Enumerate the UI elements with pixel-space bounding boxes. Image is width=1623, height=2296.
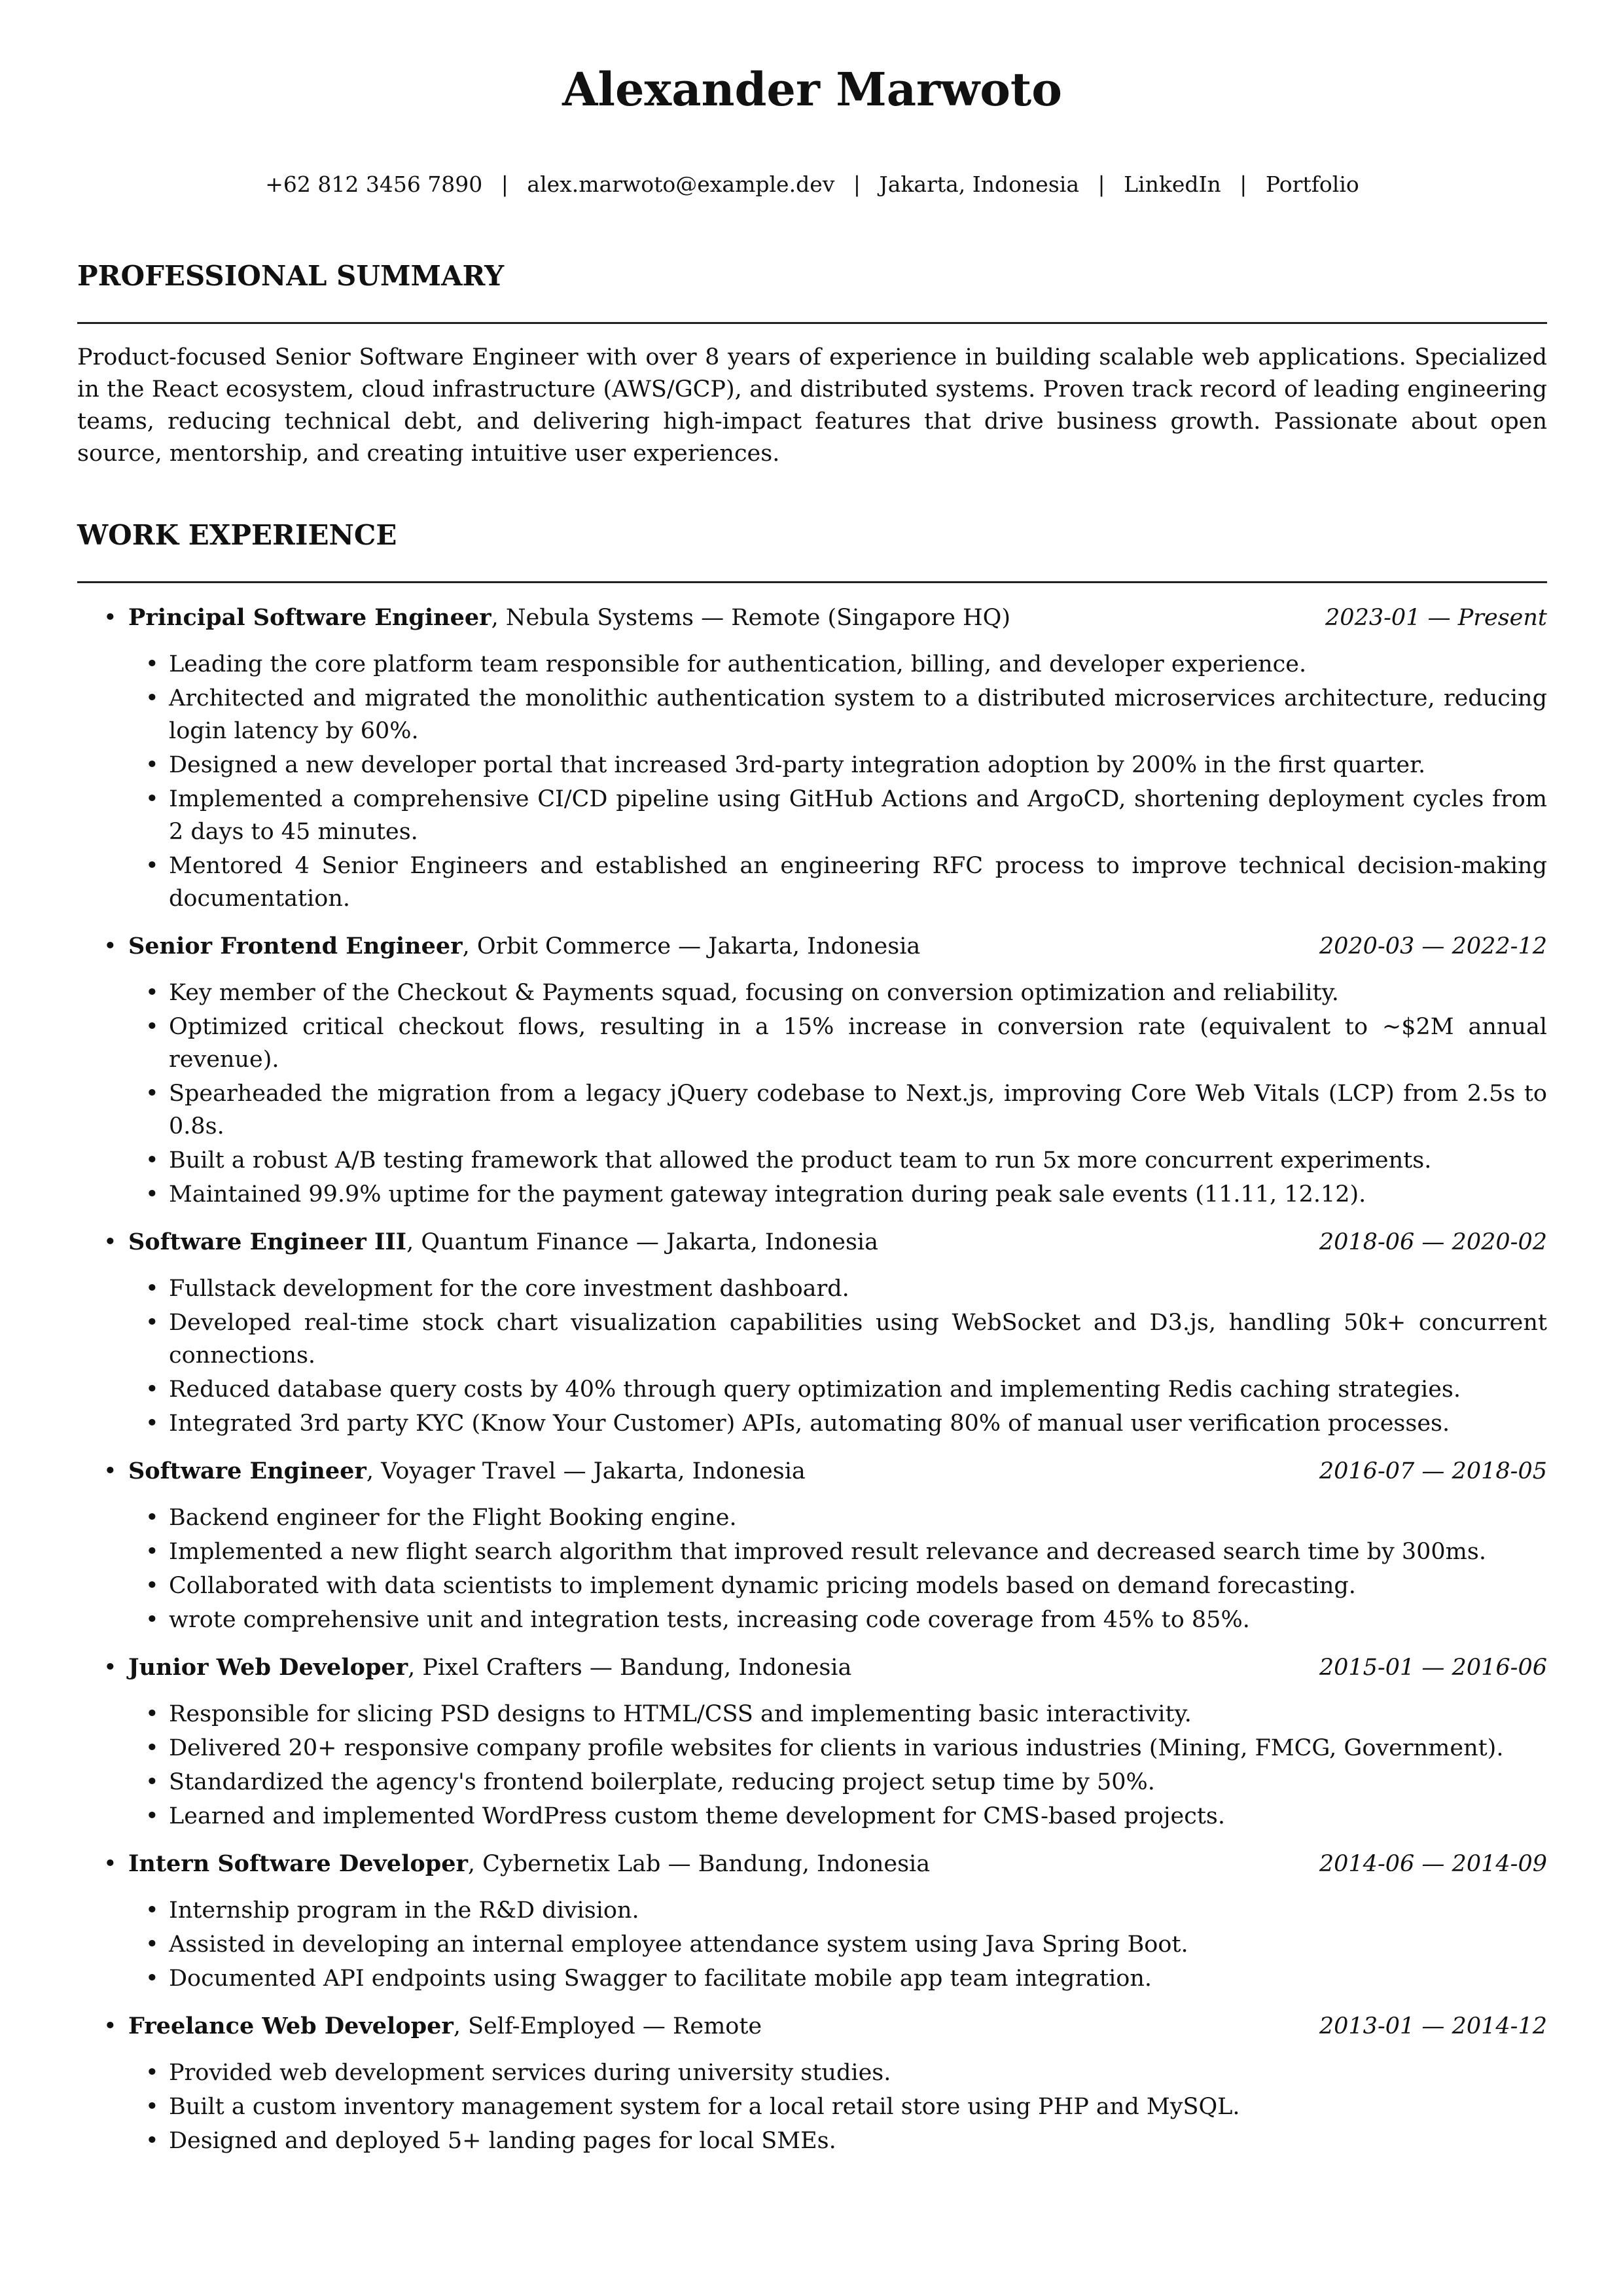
job-bullet: • Developed real-time stock chart visualization capabilities using WebSocket and D3.js, handling 50k+ concurrent connections. [169, 1306, 1547, 1372]
bullet-icon: • [103, 1458, 117, 1484]
job-bullet: • Standardized the agency's frontend boilerplate, reducing project setup time by 50%. [169, 1766, 1547, 1799]
job-bullet: • Fullstack development for the core investment dashboard. [169, 1272, 1547, 1305]
bullet-icon: • [103, 933, 117, 960]
experience-divider [77, 581, 1547, 583]
job-bullet-list [77, 1501, 1547, 1636]
job-bullet: • Internship program in the R&D division. [169, 1894, 1547, 1927]
job-header [77, 1847, 1547, 1881]
job-bullet: • Maintained 99.9% uptime for the payment gateway integration during peak sale events (11.11, 12.12). [169, 1178, 1547, 1211]
job-title: Principal Software Engineer [128, 604, 491, 631]
summary-heading: PROFESSIONAL SUMMARY [77, 260, 505, 292]
bullet-icon: • [103, 1229, 117, 1255]
job-title: Software Engineer [128, 1458, 366, 1484]
job-bullet: • Implemented a comprehensive CI/CD pipeline using GitHub Actions and ArgoCD, shortening deployment cycles from 2 days to 45 minutes. [169, 783, 1547, 848]
job-company: , Orbit Commerce — Jakarta, Indonesia [462, 933, 921, 960]
job-bullet: • wrote comprehensive unit and integration tests, increasing code coverage from 45% to 85%. [169, 1604, 1547, 1636]
contact-location: Jakarta, Indonesia [879, 171, 1079, 197]
linkedin-link[interactable]: LinkedIn [1124, 171, 1221, 197]
job-entry [77, 1651, 1547, 1833]
job-bullet: • Architected and migrated the monolithic authentication system to a distributed microservices architecture, reducing login latency by 60%. [169, 682, 1547, 747]
job-bullet: • Assisted in developing an internal employee attendance system using Java Spring Boot. [169, 1928, 1547, 1961]
job-header [77, 601, 1547, 635]
job-bullet: • Mentored 4 Senior Engineers and established an engineering RFC process to improve technical decision-making documentation. [169, 850, 1547, 915]
job-header [77, 929, 1547, 963]
job-bullet: • Integrated 3rd party KYC (Know Your Customer) APIs, automating 80% of manual user verification processes. [169, 1407, 1547, 1440]
job-bullet: • Designed and deployed 5+ landing pages for local SMEs. [169, 2125, 1547, 2157]
job-dates: 2023-01 — Present [1325, 605, 1547, 631]
job-bullet: • Leading the core platform team responsible for authentication, billing, and developer experience. [169, 648, 1547, 681]
contact-separator: | [1097, 171, 1105, 197]
contact-separator: | [501, 171, 508, 197]
job-header [77, 1225, 1547, 1259]
contact-separator: | [853, 171, 861, 197]
summary-text: Product-focused Senior Software Engineer with over 8 years of experience in building scalable web applications. Specialized in the React ecosystem, cloud infrastructure (AWS/GCP), and distributed systems. Proven track record of leading engineering teams, reducing technical debt, and delivering high-impact features that drive business growth. Passionate about open source, mentorship, and creating intuitive user experiences. [77, 344, 1547, 467]
job-bullet: • Optimized critical checkout flows, resulting in a 15% increase in conversion rate (equivalent to ~$2M annual revenue). [169, 1011, 1547, 1076]
job-title: Software Engineer III [128, 1229, 407, 1255]
job-header [77, 2009, 1547, 2043]
job-entry [77, 1225, 1547, 1440]
job-bullet-list [77, 1698, 1547, 1833]
contact-separator: | [1240, 171, 1247, 197]
job-entry [77, 1847, 1547, 1995]
experience-heading: WORK EXPERIENCE [77, 519, 397, 551]
job-company: , Pixel Crafters — Bandung, Indonesia [408, 1655, 852, 1681]
job-bullet-list [77, 648, 1547, 915]
job-dates: 2020-03 — 2022-12 [1319, 933, 1547, 960]
job-title: Freelance Web Developer [128, 2013, 454, 2039]
job-title: Intern Software Developer [128, 1850, 468, 1877]
portfolio-link[interactable]: Portfolio [1265, 171, 1359, 197]
job-bullet: • Key member of the Checkout & Payments squad, focusing on conversion optimization and reliability. [169, 977, 1547, 1009]
job-title: Junior Web Developer [128, 1654, 408, 1681]
bullet-icon: • [103, 2013, 117, 2039]
job-entry [77, 601, 1547, 915]
job-bullet: • Learned and implemented WordPress custom theme development for CMS-based projects. [169, 1800, 1547, 1833]
job-bullet: • Spearheaded the migration from a legacy jQuery codebase to Next.js, improving Core Web Vitals (LCP) from 2.5s to 0.8s. [169, 1077, 1547, 1143]
job-dates: 2016-07 — 2018-05 [1319, 1458, 1547, 1484]
job-dates: 2018-06 — 2020-02 [1319, 1229, 1547, 1255]
job-company: , Self-Employed — Remote [453, 2013, 762, 2039]
job-bullet-list [77, 977, 1547, 1211]
contact-email[interactable]: alex.marwoto@example.dev [527, 171, 835, 197]
job-bullet: • Provided web development services during university studies. [169, 2056, 1547, 2089]
candidate-name: Alexander Marwoto [562, 62, 1062, 117]
bullet-icon: • [103, 1655, 117, 1681]
job-bullet: • Reduced database query costs by 40% through query optimization and implementing Redis caching strategies. [169, 1373, 1547, 1406]
bullet-icon: • [103, 1851, 117, 1877]
job-bullet-list [77, 2056, 1547, 2157]
summary-divider [77, 322, 1547, 324]
job-bullet-list [77, 1894, 1547, 1995]
contact-line [77, 169, 1547, 200]
job-bullet: • Responsible for slicing PSD designs to HTML/CSS and implementing basic interactivity. [169, 1698, 1547, 1731]
job-bullet-list [77, 1272, 1547, 1440]
job-bullet: • Collaborated with data scientists to implement dynamic pricing models based on demand forecasting. [169, 1570, 1547, 1602]
job-company: , Voyager Travel — Jakarta, Indonesia [366, 1458, 806, 1484]
contact-phone: +62 812 3456 7890 [265, 171, 483, 197]
job-company: , Cybernetix Lab — Bandung, Indonesia [467, 1851, 931, 1877]
job-entry [77, 2009, 1547, 2157]
job-title: Senior Frontend Engineer [128, 933, 463, 960]
job-bullet: • Built a custom inventory management system for a local retail store using PHP and MySQL. [169, 2090, 1547, 2123]
job-bullet: • Backend engineer for the Flight Booking engine. [169, 1501, 1547, 1534]
job-header [77, 1651, 1547, 1685]
job-bullet: • Implemented a new flight search algorithm that improved result relevance and decreased search time by 300ms. [169, 1535, 1547, 1568]
bullet-icon: • [103, 605, 117, 631]
job-dates: 2015-01 — 2016-06 [1319, 1655, 1547, 1681]
job-bullet: • Designed a new developer portal that increased 3rd-party integration adoption by 200% in the first quarter. [169, 749, 1547, 781]
job-bullet: • Built a robust A/B testing framework that allowed the product team to run 5x more concurrent experiments. [169, 1144, 1547, 1177]
job-dates: 2014-06 — 2014-09 [1319, 1851, 1547, 1877]
job-dates: 2013-01 — 2014-12 [1319, 2013, 1547, 2039]
job-bullet: • Documented API endpoints using Swagger to facilitate mobile app team integration. [169, 1962, 1547, 1995]
job-company: , Quantum Finance — Jakarta, Indonesia [406, 1229, 878, 1255]
experience-list [77, 601, 1547, 2172]
job-header [77, 1454, 1547, 1488]
job-entry [77, 929, 1547, 1211]
job-bullet: • Delivered 20+ responsive company profile websites for clients in various industries (Mining, FMCG, Government). [169, 1732, 1547, 1765]
job-company: , Nebula Systems — Remote (Singapore HQ) [491, 605, 1011, 631]
job-entry [77, 1454, 1547, 1636]
